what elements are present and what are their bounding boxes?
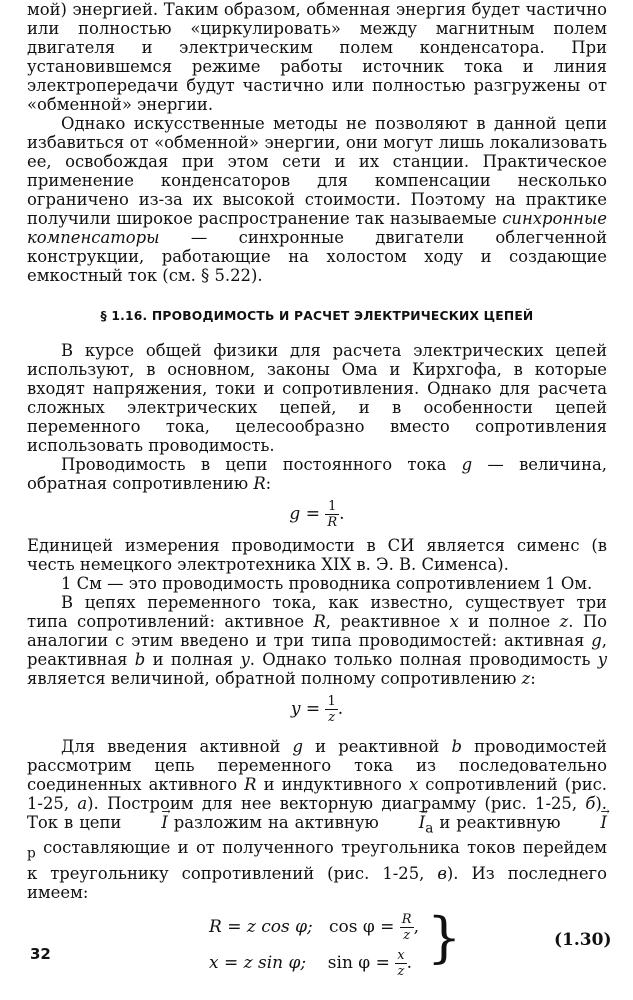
fraction: $\frac{R}{z}$ [401, 911, 412, 943]
fraction: $\frac{x}{z}$ [397, 947, 405, 979]
paragraph-siemens-unit: Единицей измерения проводимости в СИ является сименс (в честь немецкого электротехника XIX в. Э. В. Сименса). [27, 536, 607, 574]
formula-g: g = $\frac{1}{R}$ . [289, 499, 345, 530]
formula-y: y = $\frac{1}{z}$ . [290, 694, 344, 725]
active-current-vector: → I [385, 813, 425, 832]
term-synchronous-compensators: синхронные компенсаторы [27, 209, 607, 247]
page-number: 32 [30, 945, 51, 963]
fraction: $\frac{1}{z}$ [327, 694, 336, 725]
equation-line-1: R = z cos φ; cos φ = $\frac{R}{z}$ , [209, 911, 419, 943]
equation-system [27, 905, 612, 979]
paragraph-ac-types: В цепях переменного тока, как известно, существует три типа сопротивлений: активное R, реактивное x и полное z. По аналогии с этим введено и три типа проводимостей: активная g, реактивная b и полная y. Однако только полная проводимость y является величиной, обратной полному сопротивлению z: [27, 593, 607, 688]
section-heading: § 1.16. ПРОВОДИМОСТЬ И РАСЧЕТ ЭЛЕКТРИЧЕСКИХ ЦЕПЕЙ [100, 309, 534, 323]
equation-line-2: x = z sin φ; sin φ = $\frac{x}{z}$ . [209, 947, 413, 979]
equation-number: (1.30) [554, 929, 612, 950]
fraction: $\frac{1}{R}$ [327, 499, 338, 530]
right-brace: } [427, 905, 462, 969]
page [27, 0, 612, 1000]
paragraph-continuation: мой) энергией. Таким образом, обменная энергия будет частично или полностью «циркулировать» между магнитным полем двигателя и электрическим полем конденсатора. При установившемся режиме работы источник тока и линия электропередачи будут частично или полностью разгружены от «обменной» энергии. [27, 0, 607, 114]
paragraph-compensators: Однако искусственные методы не позволяют в данной цепи избавиться от «обменной» энергии, они могут лишь локализовать ее, освобождая при этом сети и их станции. Практическое применение конденсаторов для компенсации несколько ограничено из-за их высокой стоимости. Поэтому на практике получили широкое распространение так называемые синхронные компенсаторы — синхронные двигатели облегченной конструкции, работающие на холостом ходу и создающие емкостный ток (см. § 5.22). [27, 114, 607, 285]
paragraph-conductance-definition: Проводимость в цепи постоянного тока g — величина, обратная сопротивлению R: [27, 455, 607, 493]
paragraph-intro: В курсе общей физики для расчета электрических цепей используют, в основном, законы Ома и Кирхгофа, в которые входят напряжения, токи и сопротивления. Однако для расчета сложных электрических цепей, и в особенности цепей переменного тока, целесообразно вместо сопротивления использовать проводимость. [27, 341, 607, 455]
paragraph-siemens-definition: 1 См — это проводимость проводника сопротивлением 1 Ом. [61, 574, 593, 593]
reactive-current-vector: → I [567, 813, 607, 832]
current-vector-I: → I [127, 813, 167, 832]
paragraph-vector-diagram: Для введения активной g и реактивной b проводимостей рассмотрим цепь переменного тока из последовательно соединенных активного R и индуктивного x сопротивлений (рис. 1-25, а). Построим для нее векторную диаграмму (рис. 1-25, б). Ток в цепи → I разложим на активную → $I_а$ и реактивную → $I_р$ составляющие и от полученного треугольника токов перейдем к треугольнику сопротивлений (рис. 1-25, в). Из последнего имеем: [27, 737, 607, 902]
